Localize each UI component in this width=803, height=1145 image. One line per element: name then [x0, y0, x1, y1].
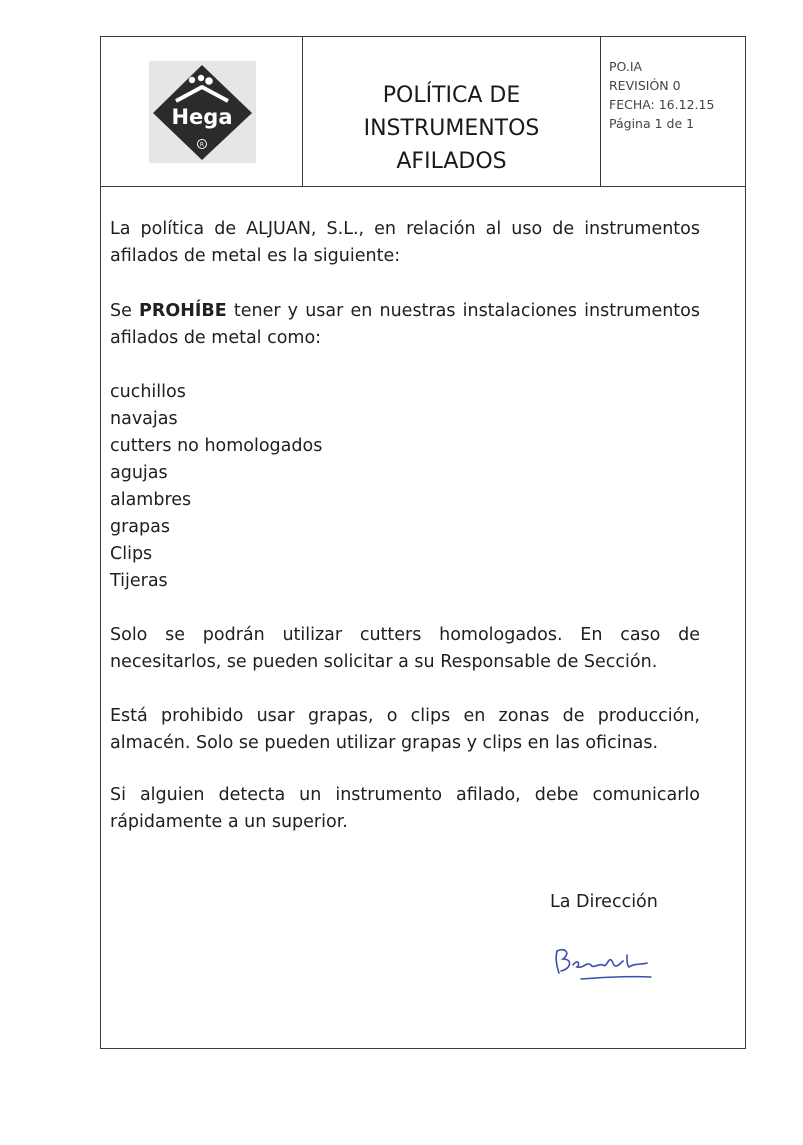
- list-item: grapas: [110, 517, 170, 537]
- list-item: alambres: [110, 490, 192, 510]
- list-item: navajas: [110, 409, 178, 429]
- title-cell: [303, 37, 601, 186]
- logo-dot-right: [205, 77, 213, 85]
- logo-dot-middle: [198, 75, 204, 81]
- registered-mark-letter: R: [199, 141, 205, 149]
- revision-number: REVISIÓN 0: [609, 78, 681, 93]
- hega-logo-graphic: [149, 61, 256, 163]
- document-date: FECHA: 16.12.15: [609, 97, 715, 112]
- logo-wordmark: Hega: [171, 105, 233, 129]
- logo-cell: [101, 37, 303, 186]
- list-item: cutters no homologados: [110, 436, 323, 456]
- report-paragraph: Si alguien detecta un instrumento afilado, debe comunicarlo rápidamente a un superior.: [110, 785, 700, 832]
- page-number: Página 1 de 1: [609, 116, 695, 131]
- document-meta: [609, 57, 714, 133]
- list-item: Tijeras: [110, 571, 168, 591]
- prohibition-emphasis: PROHÍBE: [139, 301, 227, 321]
- title-line-2: INSTRUMENTOS: [363, 116, 540, 141]
- prohibition-prefix: Se: [110, 301, 140, 321]
- signature-stroke-main: [573, 955, 647, 967]
- logo-dot-left: [189, 77, 195, 83]
- signatory-label: La Dirección: [550, 892, 658, 912]
- allowed-cutters-paragraph: Solo se podrán utilizar cutters homologados. En caso de necesitarlos, se pueden solicitar a su Responsable de Sección.: [110, 625, 700, 672]
- prohibition-suffix: tener y usar en nuestras instalaciones instrumentos afilados de metal como:: [110, 301, 700, 348]
- prohibited-items-list: [110, 379, 700, 595]
- list-item: cuchillos: [110, 382, 186, 402]
- handwritten-signature: [547, 939, 659, 993]
- signature-stroke-b: [556, 950, 569, 973]
- prohibition-paragraph: [110, 298, 700, 352]
- list-item: Clips: [110, 544, 153, 564]
- document-title: [303, 79, 600, 178]
- clips-rule-paragraph: Está prohibido usar grapas, o clips en zonas de producción, almacén. Solo se pueden utilizar grapas y clips en las oficinas.: [110, 706, 700, 753]
- intro-paragraph: La política de ALJUAN, S.L., en relación al uso de instrumentos afilados de metal es la siguiente:: [110, 219, 700, 266]
- list-item: agujas: [110, 463, 168, 483]
- signature-underline: [581, 977, 651, 979]
- hega-logo: [149, 61, 256, 163]
- signature-graphic: [547, 939, 659, 989]
- document-frame: [100, 36, 746, 1049]
- title-line-3: AFILADOS: [396, 149, 507, 174]
- title-line-1: POLÍTICA DE: [382, 83, 521, 108]
- meta-cell: [601, 37, 745, 186]
- document-code: PO.IA: [609, 59, 643, 74]
- document-header: [101, 37, 745, 187]
